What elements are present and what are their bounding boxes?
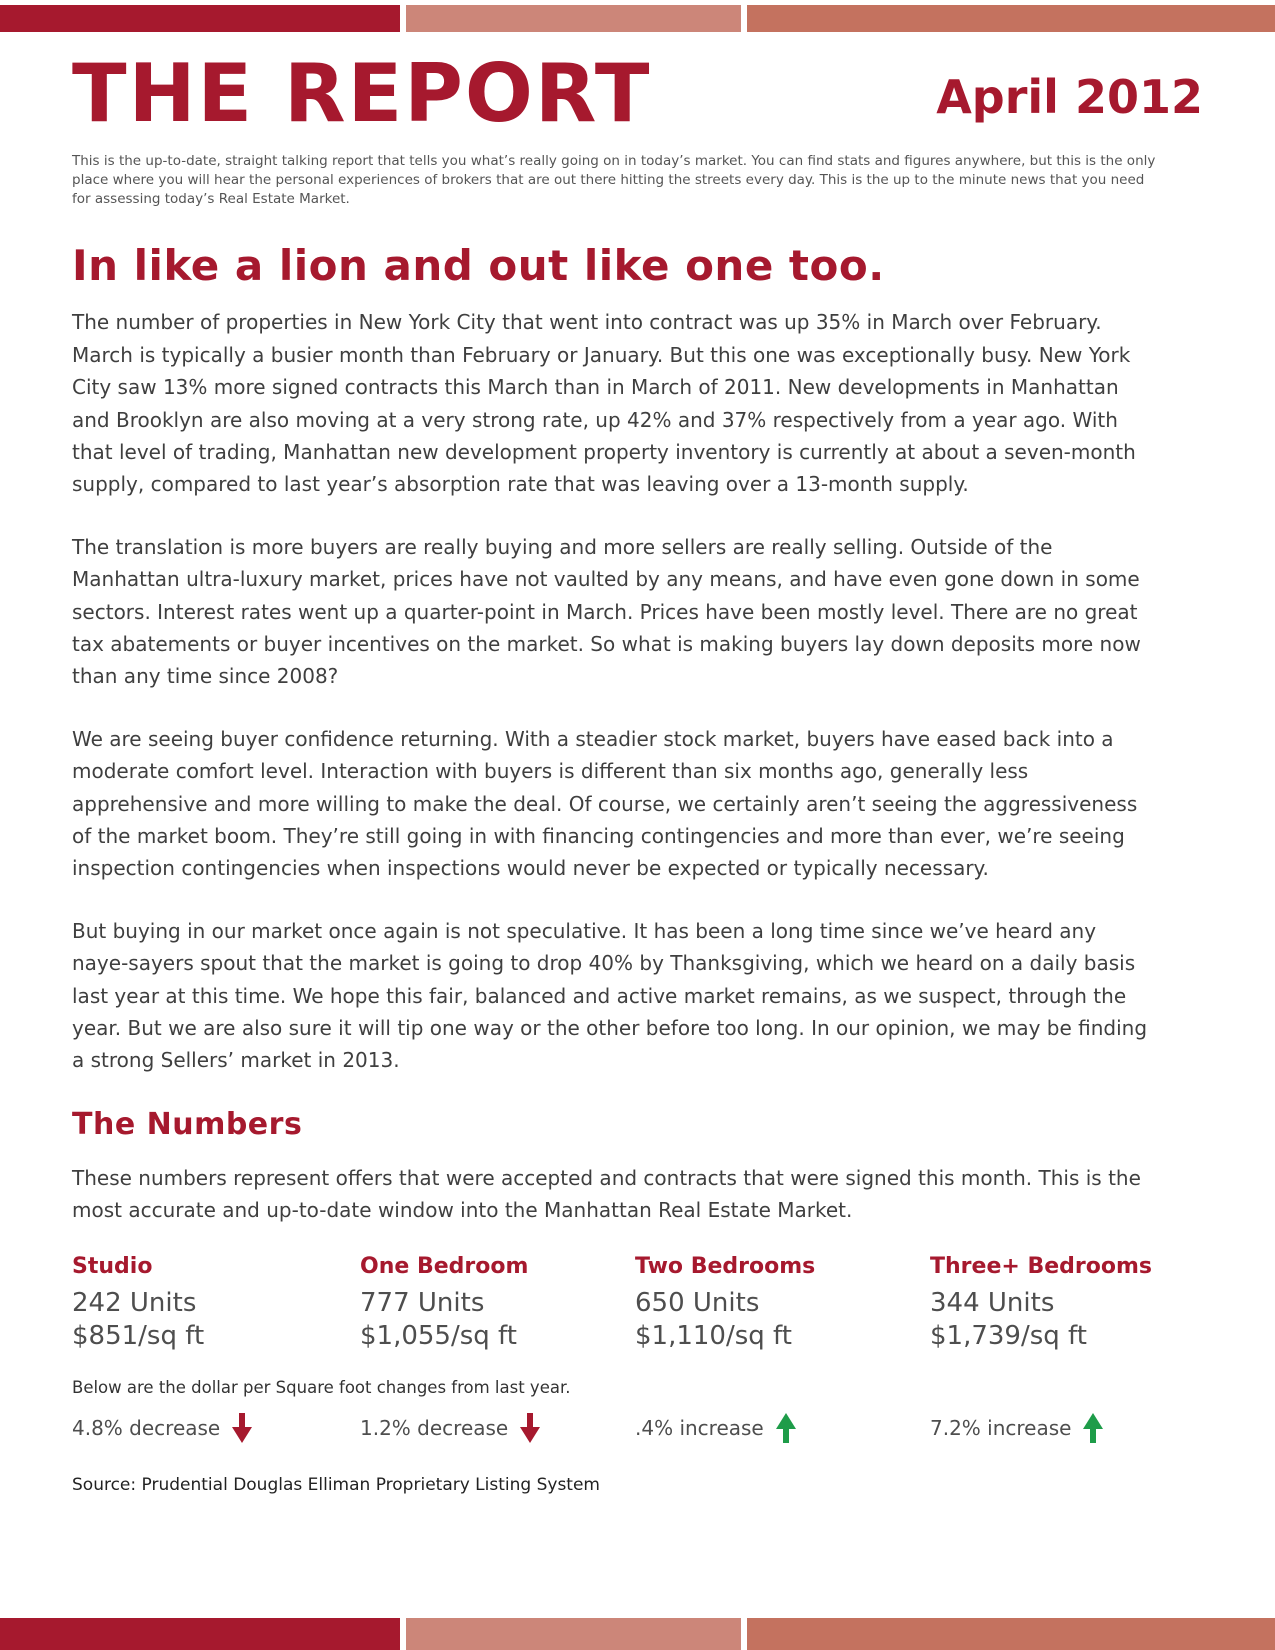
- decrease-arrow-icon: [520, 1413, 540, 1443]
- report-title: THE REPORT: [72, 47, 652, 140]
- change-item-three-plus-bedrooms: [930, 1413, 1202, 1443]
- bottom-bar-segment-red: [0, 1618, 400, 1650]
- page-content: [0, 47, 1275, 1496]
- stat-column-studio: [72, 1254, 360, 1355]
- stat-units: 242 Units: [72, 1287, 197, 1318]
- change-item-two-bedrooms: [635, 1413, 930, 1443]
- decrease-arrow-icon: [232, 1413, 252, 1443]
- masthead-intro-text: This is the up-to-date, straight talking report that tells you what’s really going on in today’s market. You can find stats and figures anywhere, but this is the only place where you will hear the personal experiences of brokers that are out there hitting the streets every day. This is the up to the minute news that you need for assessing today’s Real Estate Market.: [72, 153, 1156, 208]
- stat-price: $1,739/sq ft: [930, 1321, 1087, 1352]
- increase-arrow-icon: [1083, 1413, 1103, 1443]
- changes-note: Below are the dollar per Square foot changes from last year.: [72, 1378, 571, 1398]
- top-color-bar: [0, 5, 1275, 32]
- report-date: April 2012: [936, 70, 1203, 124]
- top-bar-segment-salmon-dark: [747, 5, 1275, 32]
- change-item-one-bedroom: [360, 1413, 635, 1443]
- increase-arrow-icon: [776, 1413, 796, 1443]
- source-line: Source: Prudential Douglas Elliman Proprietary Listing System: [72, 1475, 600, 1496]
- changes-grid: [72, 1413, 1202, 1443]
- stat-units: 777 Units: [360, 1287, 485, 1318]
- top-bar-segment-red: [0, 5, 400, 32]
- numbers-intro: These numbers represent offers that were accepted and contracts that were signed this month. This is the most accurate and up-to-date window into the Manhattan Real Estate Market.: [72, 1165, 1141, 1222]
- stat-units: 344 Units: [930, 1287, 1055, 1318]
- stat-label: One Bedroom: [360, 1253, 529, 1279]
- bottom-color-bar: [0, 1618, 1275, 1650]
- stat-column-two-bedrooms: [635, 1254, 930, 1355]
- bottom-bar-segment-salmon-dark: [747, 1618, 1275, 1650]
- article-paragraph-4: But buying in our market once again is not speculative. It has been a long time since we’ve heard any naye-sayers spout that the market is going to drop 40% by Thanksgiving, which we heard on a daily basis last year at this time. We hope this fair, balanced and active market remains, as we suspect, through the year. But we are also sure it will tip one way or the other before too long. In our opinion, we may be finding a strong Sellers’ market in 2013.: [72, 918, 1148, 1073]
- article-paragraph-3: We are seeing buyer confidence returning. With a steadier stock market, buyers have eased back into a moderate comfort level. Interaction with buyers is different than six months ago, generally less apprehensive and more willing to make the deal. Of course, we certainly aren’t seeing the aggressiveness of the market boom. They’re still going in with financing contingencies and more than ever, we’re seeing inspection contingencies when inspections would never be expected or typically necessary.: [72, 726, 1138, 881]
- stat-label: Three+ Bedrooms: [930, 1253, 1152, 1279]
- change-item-studio: [72, 1413, 360, 1443]
- numbers-heading: The Numbers: [72, 1106, 303, 1142]
- stat-price: $1,055/sq ft: [360, 1321, 517, 1352]
- change-value: 7.2% increase: [930, 1416, 1072, 1441]
- stat-price: $851/sq ft: [72, 1321, 205, 1352]
- change-value: 4.8% decrease: [72, 1416, 221, 1441]
- bottom-bar-segment-salmon-light: [406, 1618, 741, 1650]
- article-paragraph-2: The translation is more buyers are really buying and more sellers are really selling. Outside of the Manhattan ultra-luxury market, prices have not vaulted by any means, and have even gone down in some sectors. Interest rates went up a quarter-point in March. Prices have been mostly level. There are no great tax abatements or buyer incentives on the market. So what is making buyers lay down deposits more now than any time since 2008?: [72, 534, 1141, 689]
- stat-price: $1,110/sq ft: [635, 1321, 792, 1352]
- article-paragraph-1: The number of properties in New York City that went into contract was up 35% in March over February. March is typically a busier month than February or January. But this one was exceptionally busy. New York City saw 13% more signed contracts this March than in March of 2011. New developments in Manhattan and Brooklyn are also moving at a very strong rate, up 42% and 37% respectively from a year ago. With that level of trading, Manhattan new development property inventory is currently at about a seven-month supply, compared to last year’s absorption rate that was leaving over a 13-month supply.: [72, 310, 1136, 497]
- change-value: 1.2% decrease: [360, 1416, 509, 1441]
- change-value: .4% increase: [635, 1416, 764, 1441]
- stat-column-one-bedroom: [360, 1254, 635, 1355]
- stat-label: Studio: [72, 1253, 153, 1279]
- top-bar-segment-salmon-light: [406, 5, 741, 32]
- stat-label: Two Bedrooms: [635, 1253, 816, 1279]
- masthead: [72, 47, 1203, 140]
- stats-grid: [72, 1254, 1202, 1355]
- stat-column-three-plus-bedrooms: [930, 1254, 1202, 1355]
- article-headline: In like a lion and out like one too.: [72, 241, 885, 291]
- stat-units: 650 Units: [635, 1287, 760, 1318]
